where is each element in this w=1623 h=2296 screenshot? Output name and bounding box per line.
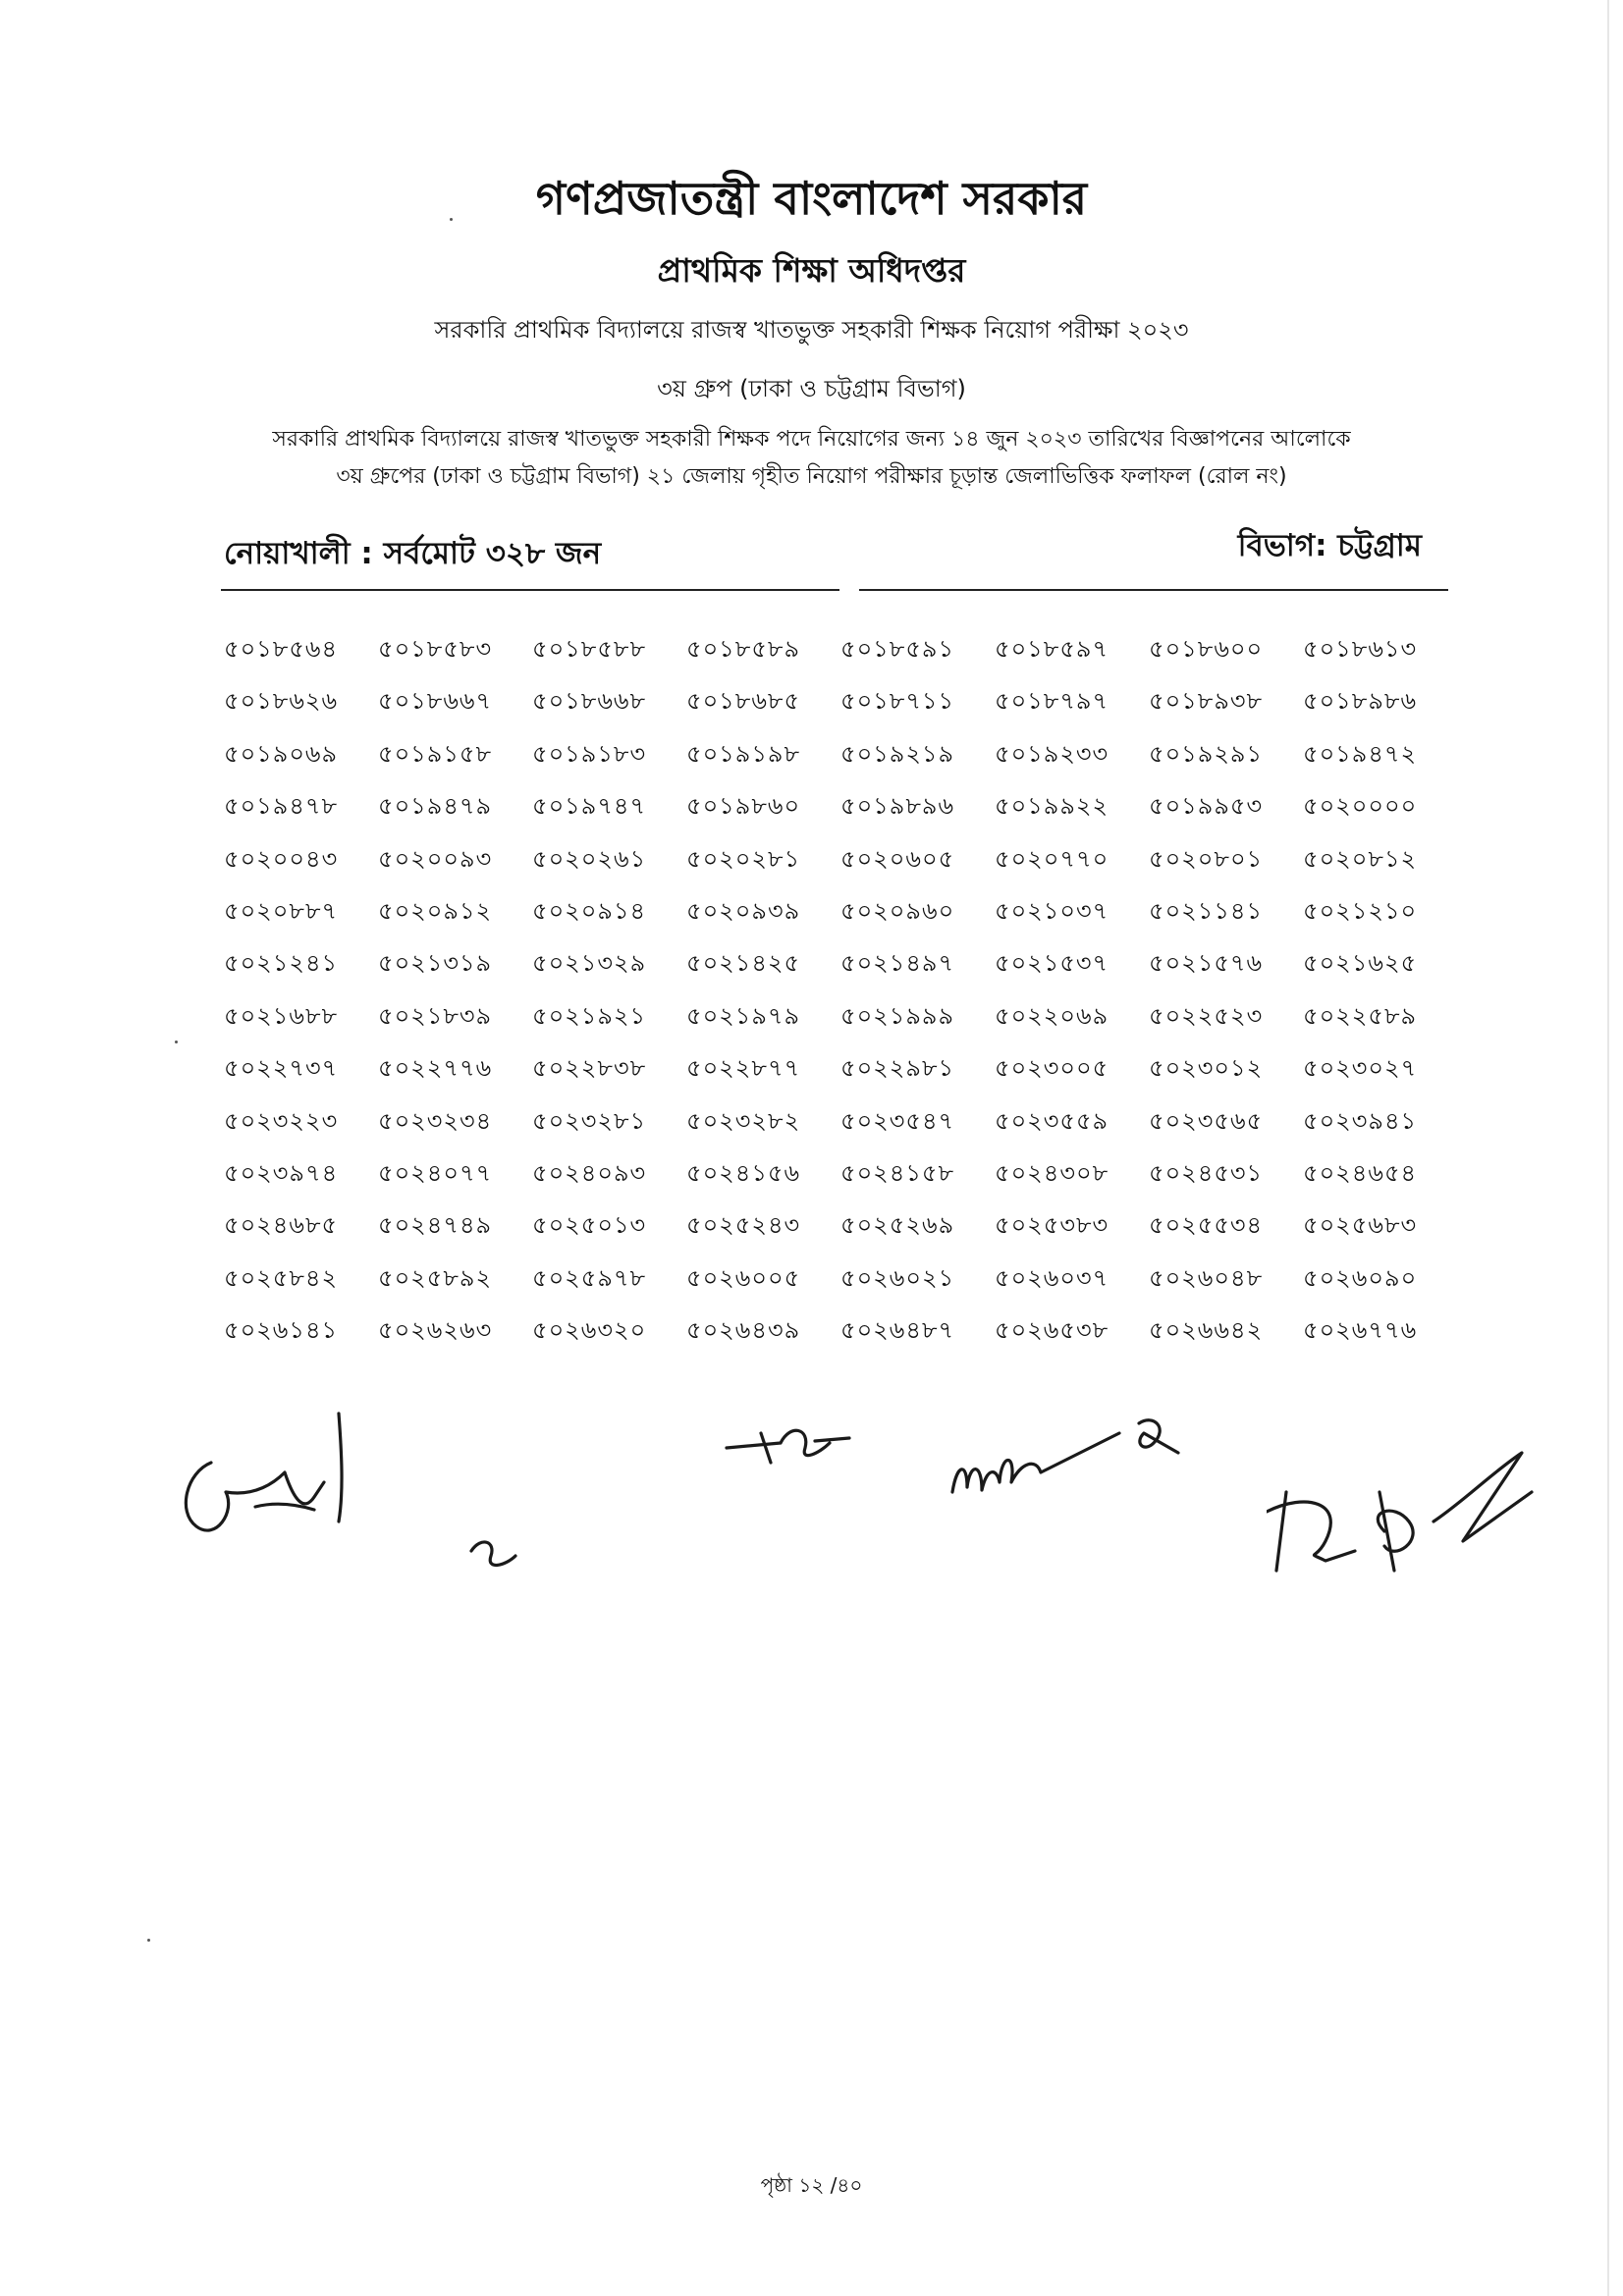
roll-number: ৫০২১৪৯৭ bbox=[840, 949, 955, 978]
roll-number: ৫০২০৯৩৯ bbox=[686, 896, 801, 925]
roll-number: ৫০২৫২৬৯ bbox=[840, 1211, 955, 1240]
roll-number: ৫০২৩২২৩ bbox=[224, 1106, 339, 1135]
roll-number: ৫০২১২৪১ bbox=[224, 949, 339, 978]
header-rule-left bbox=[221, 589, 839, 591]
roll-number: ৫০২১০৩৭ bbox=[995, 896, 1109, 925]
roll-number: ৫০২০৯৬০ bbox=[840, 896, 955, 925]
roll-number: ৫০২৬১৪১ bbox=[224, 1316, 339, 1345]
roll-number: ৫০২১১৪১ bbox=[1149, 896, 1264, 925]
roll-number: ৫০২১৬৮৮ bbox=[224, 1001, 339, 1030]
roll-number: ৫০২১৯৭৯ bbox=[686, 1001, 801, 1030]
roll-number: ৫০২২৭৭৬ bbox=[378, 1054, 493, 1083]
description-line-1: সরকারি প্রাথমিক বিদ্যালয়ে রাজস্ব খাতভুক্ত সহকারী শিক্ষক পদে নিয়োগের জন্য ১৪ জুন ২০২৩ তারিখের বিজ্ঞাপনের আলোকে bbox=[272, 427, 1351, 452]
roll-number: ৫০১৮৫৬৪ bbox=[224, 635, 339, 663]
roll-number: ৫০২৪৬৮৫ bbox=[224, 1211, 339, 1240]
roll-number: ৫০১৯৪৭৮ bbox=[224, 792, 339, 821]
roll-number: ৫০১৮৬২৬ bbox=[224, 687, 339, 716]
roll-number: ৫০১৮৫৮৮ bbox=[532, 635, 647, 663]
roll-number: ৫০২০০০০ bbox=[1303, 792, 1418, 821]
scan-speck bbox=[147, 1939, 150, 1942]
roll-number: ৫০১৯৮৯৬ bbox=[840, 792, 955, 821]
roll-number: ৫০১৯১৯৮ bbox=[686, 739, 801, 768]
description-line-2: ৩য় গ্রুপের (ঢাকা ও চট্টগ্রাম বিভাগ) ২১ জেলায় গৃহীত নিয়োগ পরীক্ষার চূড়ান্ত জেলাভিত্তিক ফলাফল (রোল নং) bbox=[336, 464, 1287, 489]
roll-number: ৫০২৫০১৩ bbox=[532, 1211, 647, 1240]
signature-4 bbox=[943, 1414, 1198, 1522]
roll-number: ৫০২৪০৭৭ bbox=[378, 1158, 493, 1187]
roll-number: ৫০২৫৬৮৩ bbox=[1303, 1211, 1418, 1240]
roll-number: ৫০১৯২৯১ bbox=[1149, 739, 1264, 768]
roll-number: ৫০২৬০৯০ bbox=[1303, 1263, 1418, 1292]
roll-number: ৫০২০৮১২ bbox=[1303, 844, 1418, 873]
roll-number: ৫০২৬৭৭৬ bbox=[1303, 1316, 1418, 1345]
roll-number: ৫০২১৩২৯ bbox=[532, 949, 647, 978]
scan-speck bbox=[175, 1041, 178, 1043]
roll-number: ৫০২৩৫৫৯ bbox=[995, 1106, 1109, 1135]
roll-number: ৫০২৩৫৪৭ bbox=[840, 1106, 955, 1135]
roll-number-grid bbox=[224, 623, 1451, 1357]
roll-number: ৫০২৪৭৪৯ bbox=[378, 1211, 493, 1240]
roll-number: ৫০২৩০১২ bbox=[1149, 1054, 1264, 1083]
roll-number: ৫০২৪১৫৬ bbox=[686, 1158, 801, 1187]
roll-number: ৫০২০৬০৫ bbox=[840, 844, 955, 873]
roll-number: ৫০২১২১০ bbox=[1303, 896, 1418, 925]
roll-number: ৫০২৩৯৪১ bbox=[1303, 1106, 1418, 1135]
roll-number: ৫০২৬৫৩৮ bbox=[995, 1316, 1109, 1345]
roll-number: ৫০২৬৪৮৭ bbox=[840, 1316, 955, 1345]
roll-number: ৫০১৯০৬৯ bbox=[224, 739, 339, 768]
signature-3 bbox=[722, 1414, 859, 1482]
roll-number: ৫০১৮৫৯১ bbox=[840, 635, 955, 663]
roll-number: ৫০১৮৬৬৮ bbox=[532, 687, 647, 716]
page-number: পৃষ্ঠা ১২ /৪০ bbox=[760, 2173, 863, 2197]
roll-number: ৫০২৫৫৩৪ bbox=[1149, 1211, 1264, 1240]
roll-number: ৫০২০৯১৪ bbox=[532, 896, 647, 925]
roll-number: ৫০১৮৯৮৬ bbox=[1303, 687, 1418, 716]
roll-number: ৫০২৩২৮১ bbox=[532, 1106, 647, 1135]
roll-number: ৫০২৪৫৩১ bbox=[1149, 1158, 1264, 1187]
header-rule-right bbox=[859, 589, 1448, 591]
roll-number: ৫০১৯৪৭৯ bbox=[378, 792, 493, 821]
roll-number: ৫০২০০৯৩ bbox=[378, 844, 493, 873]
roll-number: ৫০২৬০২১ bbox=[840, 1263, 955, 1292]
roll-number: ৫০২৩৫৬৫ bbox=[1149, 1106, 1264, 1135]
division-label: বিভাগ: চট্টগ্রাম bbox=[1237, 528, 1422, 563]
roll-number: ৫০১৯১৫৮ bbox=[378, 739, 493, 768]
roll-number: ৫০২৫৮৪২ bbox=[224, 1263, 339, 1292]
roll-number: ৫০২০২৬১ bbox=[532, 844, 647, 873]
roll-number: ৫০২৪৬৫৪ bbox=[1303, 1158, 1418, 1187]
roll-number: ৫০২০২৮১ bbox=[686, 844, 801, 873]
roll-number: ৫০২৬২৬৩ bbox=[378, 1316, 493, 1345]
roll-number: ৫০২৪৩০৮ bbox=[995, 1158, 1109, 1187]
roll-number: ৫০২১৮৩৯ bbox=[378, 1001, 493, 1030]
roll-number: ৫০২৩০০৫ bbox=[995, 1054, 1109, 1083]
roll-number: ৫০২১৯৯৯ bbox=[840, 1001, 955, 1030]
scan-speck bbox=[450, 218, 453, 221]
roll-number: ৫০১৮৬৮৫ bbox=[686, 687, 801, 716]
roll-number: ৫০২০৭৭০ bbox=[995, 844, 1109, 873]
roll-number: ৫০১৯৪৭২ bbox=[1303, 739, 1418, 768]
roll-number: ৫০২৬৬৪২ bbox=[1149, 1316, 1264, 1345]
roll-number: ৫০১৮৬০০ bbox=[1149, 635, 1264, 663]
roll-number: ৫০১৮৭১১ bbox=[840, 687, 955, 716]
directorate-title: প্রাথমিক শিক্ষা অধিদপ্তর bbox=[657, 251, 966, 290]
roll-number: ৫০২৩২৩৪ bbox=[378, 1106, 493, 1135]
roll-number: ৫০২১৬২৫ bbox=[1303, 949, 1418, 978]
roll-number: ৫০১৮৫৮৯ bbox=[686, 635, 801, 663]
roll-number: ৫০২২৭৩৭ bbox=[224, 1054, 339, 1083]
roll-number: ৫০২৫৩৮৩ bbox=[995, 1211, 1109, 1240]
roll-number: ৫০২১৯২১ bbox=[532, 1001, 647, 1030]
roll-number: ৫০২০৮৮৭ bbox=[224, 896, 339, 925]
roll-number: ৫০২৬৩২০ bbox=[532, 1316, 647, 1345]
roll-number: ৫০১৯১৮৩ bbox=[532, 739, 647, 768]
roll-number: ৫০১৮৬৬৭ bbox=[378, 687, 493, 716]
roll-number: ৫০২৩২৮২ bbox=[686, 1106, 801, 1135]
roll-number: ৫০২২৯৮১ bbox=[840, 1054, 955, 1083]
roll-number: ৫০২০৯১২ bbox=[378, 896, 493, 925]
roll-number: ৫০২৪১৫৮ bbox=[840, 1158, 955, 1187]
roll-number: ৫০২১৪২৫ bbox=[686, 949, 801, 978]
roll-number: ৫০১৯২১৯ bbox=[840, 739, 955, 768]
signature-area bbox=[167, 1384, 1581, 1610]
roll-number: ৫০২৬০৪৮ bbox=[1149, 1263, 1264, 1292]
roll-number: ৫০২৩৯৭৪ bbox=[224, 1158, 339, 1187]
signature-1 bbox=[167, 1404, 393, 1551]
roll-number: ৫০১৮৫৮৩ bbox=[378, 635, 493, 663]
roll-number: ৫০২৫২৪৩ bbox=[686, 1211, 801, 1240]
roll-number: ৫০১৮৭৯৭ bbox=[995, 687, 1109, 716]
roll-number: ৫০১৯৯৫৩ bbox=[1149, 792, 1264, 821]
group-title: ৩য় গ্রুপ (ঢাকা ও চট্টগ্রাম বিভাগ) bbox=[657, 375, 966, 402]
district-total: নোয়াখালী : সর্বমোট ৩২৮ জন bbox=[224, 536, 602, 571]
roll-number: ৫০১৮৫৯৭ bbox=[995, 635, 1109, 663]
roll-number: ৫০২১৫৭৬ bbox=[1149, 949, 1264, 978]
signature-2 bbox=[461, 1522, 530, 1580]
roll-number: ৫০২১৫৩৭ bbox=[995, 949, 1109, 978]
roll-number: ৫০২৫৯৭৮ bbox=[532, 1263, 647, 1292]
roll-number: ৫০১৯২৩৩ bbox=[995, 739, 1109, 768]
roll-number: ৫০২৪০৯৩ bbox=[532, 1158, 647, 1187]
roll-number: ৫০২৫৮৯২ bbox=[378, 1263, 493, 1292]
signature-5 bbox=[1267, 1414, 1561, 1580]
roll-number: ৫০১৯৯২২ bbox=[995, 792, 1109, 821]
roll-number: ৫০২২৫৮৯ bbox=[1303, 1001, 1418, 1030]
roll-number: ৫০২১৩১৯ bbox=[378, 949, 493, 978]
roll-number: ৫০২২৮৩৮ bbox=[532, 1054, 647, 1083]
roll-number: ৫০২০০৪৩ bbox=[224, 844, 339, 873]
roll-number: ৫০২৩০২৭ bbox=[1303, 1054, 1418, 1083]
roll-number: ৫০১৮৬১৩ bbox=[1303, 635, 1418, 663]
roll-number: ৫০২০৮০১ bbox=[1149, 844, 1264, 873]
roll-number: ৫০১৮৯৩৮ bbox=[1149, 687, 1264, 716]
roll-number: ৫০২২৮৭৭ bbox=[686, 1054, 801, 1083]
roll-number: ৫০১৯৭৪৭ bbox=[532, 792, 647, 821]
roll-number: ৫০২২৫২৩ bbox=[1149, 1001, 1264, 1030]
exam-title: সরকারি প্রাথমিক বিদ্যালয়ে রাজস্ব খাতভুক্ত সহকারী শিক্ষক নিয়োগ পরীক্ষা ২০২৩ bbox=[434, 316, 1189, 344]
roll-number: ৫০১৯৮৬০ bbox=[686, 792, 801, 821]
government-title: গণপ্রজাতন্ত্রী বাংলাদেশ সরকার bbox=[535, 172, 1088, 225]
roll-number: ৫০২৬০০৫ bbox=[686, 1263, 801, 1292]
roll-number: ৫০২৬০৩৭ bbox=[995, 1263, 1109, 1292]
roll-number: ৫০২৬৪৩৯ bbox=[686, 1316, 801, 1345]
roll-number: ৫০২২০৬৯ bbox=[995, 1001, 1109, 1030]
